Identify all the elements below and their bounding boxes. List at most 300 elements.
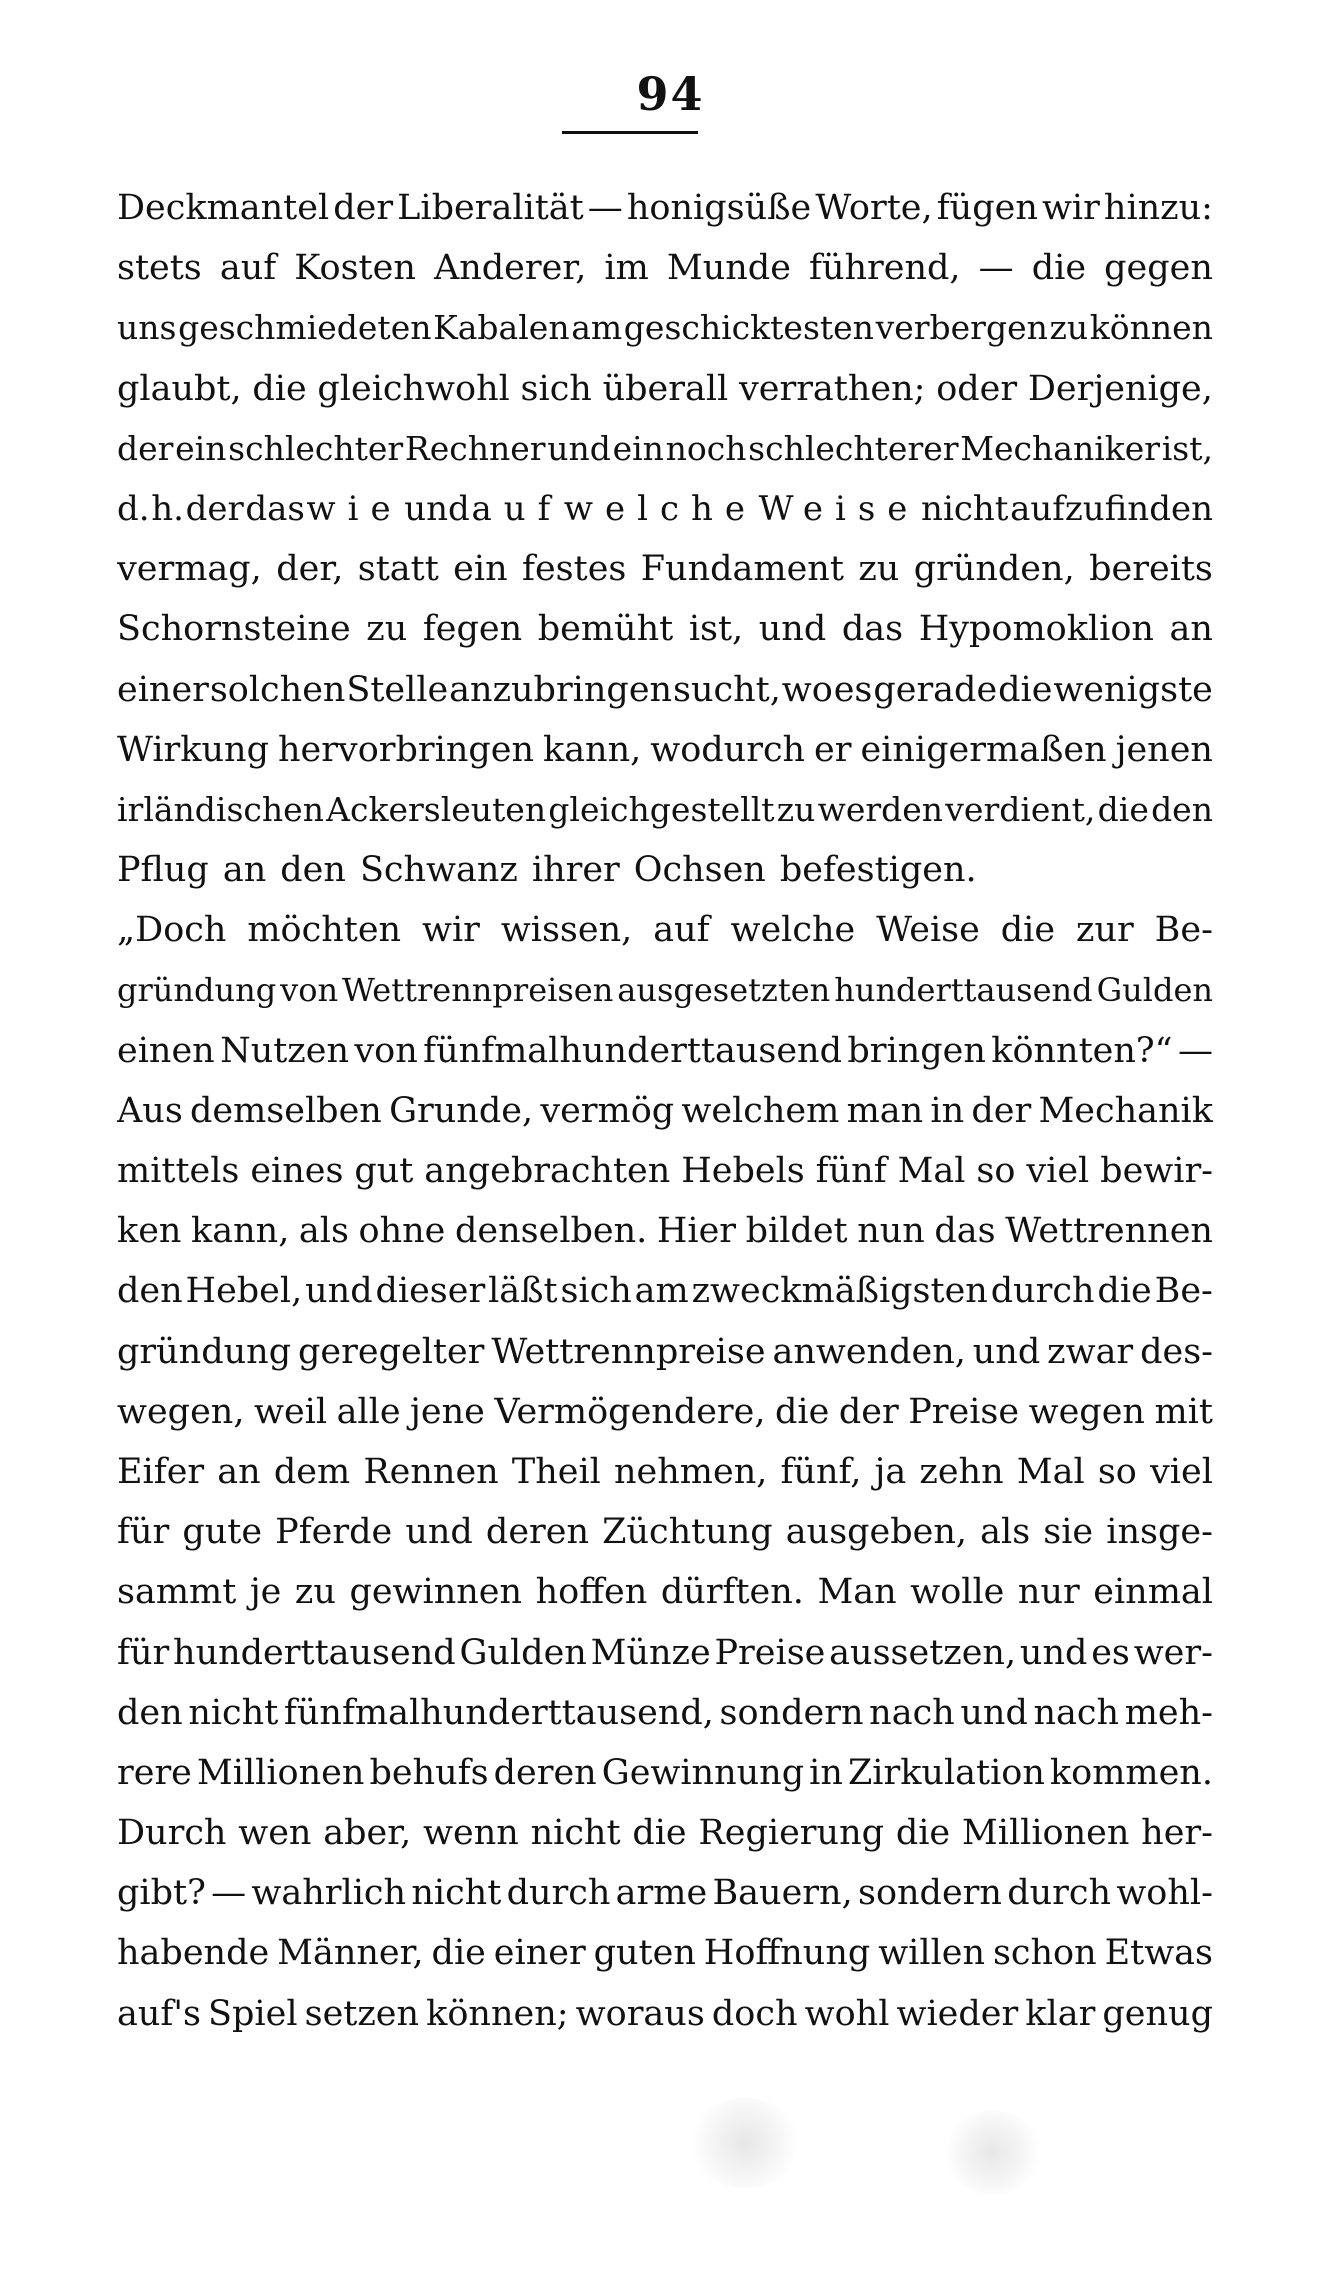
word: die [998, 669, 1053, 710]
word: befestigen. [779, 850, 977, 891]
word: der [333, 188, 394, 228]
text-line [117, 960, 1213, 1020]
word: es [1091, 1632, 1130, 1673]
word: an [217, 1451, 261, 1492]
word: Züchtung [602, 1512, 773, 1553]
word: ja [874, 1451, 907, 1492]
word: Be- [1154, 910, 1213, 951]
word: Mechaniker [960, 428, 1161, 468]
word: und [972, 1331, 1041, 1372]
word: geschmiedeten [178, 308, 432, 348]
word: arme [615, 1873, 708, 1914]
word: honigsüße [626, 188, 812, 228]
text-line [117, 539, 1213, 599]
word: ohne [358, 1211, 446, 1252]
word: welche [730, 910, 856, 951]
word: Grunde, [389, 1090, 534, 1131]
word: nicht [188, 1692, 279, 1733]
word: bereits [1089, 549, 1213, 590]
word: klar [1025, 1993, 1096, 2034]
word: Rennen [363, 1451, 499, 1492]
word: einer [493, 1933, 586, 1974]
word: als [298, 1211, 349, 1252]
word: ausgesetzten [617, 971, 831, 1010]
text-line [117, 1743, 1213, 1803]
word: Hypomoklion [918, 609, 1154, 650]
word: Millionen [196, 1752, 365, 1793]
word: der [117, 428, 174, 468]
word: uns [117, 308, 177, 348]
word: zu [366, 609, 408, 650]
word: als [980, 1512, 1031, 1553]
word: Hier [656, 1211, 737, 1252]
word: — [1177, 1030, 1213, 1071]
word: angebrachten [424, 1151, 671, 1191]
print-smudge [690, 2098, 800, 2188]
word: Theil [511, 1451, 601, 1492]
text-line [117, 479, 1213, 539]
word: wahrlich [251, 1873, 407, 1914]
word: Kabalen [433, 308, 570, 348]
word: Man [817, 1572, 897, 1613]
text-line [117, 1683, 1213, 1743]
word: nach [869, 1692, 955, 1733]
word: verrathen; [738, 368, 926, 409]
text-line [117, 419, 1213, 479]
word: ist, [688, 609, 744, 650]
word: bewir- [1100, 1151, 1213, 1191]
word: Vermögendere, [494, 1391, 766, 1432]
word: einen [117, 1030, 215, 1071]
word: wolle [910, 1572, 1005, 1613]
word: Preise [714, 1632, 826, 1673]
word: aber, [323, 1813, 412, 1854]
word: Millionen [961, 1813, 1130, 1854]
word: der [838, 1391, 899, 1432]
word: nehmen, [614, 1451, 768, 1492]
word: statt [357, 549, 439, 590]
word: Schornsteine [117, 609, 351, 650]
text-line [117, 1803, 1213, 1863]
word: und [547, 428, 611, 468]
word: Weise [758, 488, 920, 529]
word: fünfmalhunderttausend, [283, 1692, 714, 1733]
page-number: 94 [636, 67, 705, 121]
word: wer- [1133, 1632, 1213, 1673]
word: festes [522, 549, 627, 590]
text-line [117, 1382, 1213, 1442]
word: nicht [921, 488, 1009, 529]
word: nicht [530, 1813, 621, 1854]
word: irländischen [117, 789, 324, 829]
word: doch [711, 1993, 798, 2034]
word: auf [219, 248, 277, 289]
word: glaubt, [117, 368, 242, 409]
word: das [841, 609, 904, 650]
word: verdient, [945, 789, 1096, 829]
word: Gulden [459, 1632, 587, 1673]
word: Worte, [815, 188, 933, 228]
word: sondern [719, 1692, 864, 1733]
word: Männer, [277, 1933, 424, 1974]
word: man [846, 1090, 924, 1131]
word: nur [1017, 1572, 1080, 1613]
word: ken [117, 1211, 182, 1252]
word: alle [336, 1391, 401, 1432]
word: Wettrennpreise [491, 1331, 766, 1372]
word: Nutzen [220, 1030, 349, 1071]
text-line [117, 1261, 1213, 1321]
word: in [809, 1752, 843, 1793]
word: die [1097, 789, 1149, 829]
word: noch [665, 428, 747, 468]
word: auf [653, 910, 710, 951]
word: deren [493, 1752, 597, 1793]
word: und [960, 1692, 1028, 1733]
text-line [117, 1322, 1213, 1382]
word: schlechterer [748, 428, 959, 468]
word: an [222, 850, 267, 891]
word: wohl- [1116, 1873, 1213, 1914]
word: deren [485, 1512, 590, 1553]
word: den [1151, 789, 1213, 829]
word: Eifer [117, 1451, 205, 1492]
word: er [814, 729, 852, 770]
word: Spiel [208, 1993, 298, 2034]
text-line [117, 780, 1213, 840]
word: am [571, 308, 623, 348]
word: eines [250, 1151, 344, 1191]
word: die [775, 1391, 830, 1432]
word: gleichgestellt [548, 789, 775, 829]
text-line [117, 599, 1213, 659]
word: gründung [117, 971, 277, 1010]
word: d. [117, 488, 150, 529]
print-smudge [945, 2110, 1040, 2195]
word: führend, [809, 248, 961, 289]
text-line [117, 1984, 1213, 2044]
word: weil [253, 1391, 328, 1432]
word: die [431, 1933, 486, 1974]
word: das [934, 1211, 996, 1252]
word: ihrer [531, 850, 620, 891]
word: viel [1026, 1151, 1090, 1191]
word: Mal [897, 1151, 966, 1191]
text-line [117, 1502, 1213, 1562]
word: Weise [876, 910, 980, 951]
word: woraus [575, 1993, 705, 2034]
word: schon [992, 1933, 1097, 1974]
word: verbergen [875, 308, 1048, 348]
word: zehn [919, 1451, 1004, 1492]
word: mit [1154, 1391, 1213, 1432]
word: „Doch [117, 910, 227, 951]
word: und [1019, 1632, 1088, 1673]
word: so [1097, 1451, 1137, 1492]
word: Derjenige, [1027, 368, 1213, 409]
word: gewinnen [349, 1572, 523, 1613]
word: ist, [1161, 428, 1213, 468]
word: aufzufinden [1010, 488, 1213, 529]
word: — [211, 1873, 247, 1914]
word: und [758, 609, 827, 650]
word: bemüht [537, 609, 674, 650]
word: sich [520, 368, 592, 409]
word: Kosten [294, 248, 416, 289]
word: dem [273, 1451, 351, 1492]
word: könnten?“ [991, 1030, 1173, 1071]
text-line [117, 900, 1213, 960]
text-line [117, 1021, 1213, 1081]
word: bringen [847, 1030, 986, 1071]
word: Preise [908, 1391, 1020, 1432]
text-line [117, 660, 1213, 720]
word: setzen [304, 1993, 420, 2034]
word: wir [422, 910, 480, 951]
word: auf's [117, 1993, 201, 2034]
text-line [117, 1141, 1213, 1201]
word: zu [858, 549, 900, 590]
word: wir [1041, 188, 1100, 228]
word: Anderer, [433, 248, 587, 289]
word: gut [354, 1151, 414, 1191]
word: rere [117, 1752, 192, 1793]
word: einer [117, 669, 209, 710]
word: Hoffnung [703, 1933, 871, 1974]
word: gründen, [913, 549, 1075, 590]
word: durch [1007, 1873, 1112, 1914]
word: Pflug [117, 850, 209, 891]
text-line [117, 359, 1213, 419]
word: solchen [209, 669, 346, 710]
word: zweckmäßigsten [691, 1271, 988, 1312]
text-line [117, 1562, 1213, 1622]
word: wieder [896, 1993, 1019, 2034]
word: Regierung [698, 1813, 885, 1854]
text-line [117, 238, 1213, 298]
word: Zirkulation [847, 1752, 1045, 1793]
page-number-rule [562, 131, 698, 134]
word: wegen [1028, 1391, 1145, 1432]
word: für [117, 1512, 170, 1553]
word: Etwas [1104, 1933, 1213, 1974]
word: gerade [873, 669, 998, 710]
word: hervorbringen [277, 729, 535, 770]
word: von [280, 971, 339, 1010]
word: den [117, 1271, 183, 1312]
word: kann, [542, 729, 642, 770]
word: wodurch [650, 729, 806, 770]
word: zu [776, 789, 816, 829]
word: sie [1043, 1512, 1094, 1553]
word: ein [453, 549, 508, 590]
text-line [117, 178, 1213, 238]
word: wenn [423, 1813, 519, 1854]
word: nicht [411, 1873, 502, 1914]
word: den [280, 850, 346, 891]
word: ein [612, 428, 664, 468]
word: in [930, 1090, 965, 1131]
word: geschicktesten [623, 308, 874, 348]
word: jenen [1115, 729, 1213, 770]
text-line [117, 1201, 1213, 1261]
word: aussetzen, [829, 1632, 1017, 1673]
word: fegen [422, 609, 523, 650]
word: Mechanik [1038, 1090, 1213, 1131]
word: durch [506, 1873, 611, 1914]
word: hunderttausend [173, 1632, 456, 1673]
word: auf [471, 488, 563, 529]
word: läßt [488, 1271, 558, 1312]
word: die [1031, 248, 1087, 289]
word: Schwanz [359, 850, 518, 891]
word: nun [857, 1211, 925, 1252]
word: Deckmantel [117, 188, 330, 228]
word: kann, [191, 1211, 290, 1252]
word: h. [151, 488, 184, 529]
text-line [117, 1623, 1213, 1683]
word: die [895, 1813, 951, 1854]
word: überall [602, 368, 729, 409]
word: am [634, 1271, 689, 1312]
word: ein [175, 428, 227, 468]
word: Stelle [346, 669, 449, 710]
body-text [117, 178, 1213, 2044]
word: — [587, 188, 623, 228]
word: behufs [369, 1752, 489, 1793]
word: vermög [540, 1090, 675, 1131]
word: das [245, 488, 305, 529]
word: nach [1033, 1692, 1120, 1733]
word: der, [276, 549, 344, 590]
word: gleichwohl [317, 368, 510, 409]
word: einmal [1093, 1572, 1213, 1613]
word: meh- [1124, 1692, 1213, 1733]
word: im [604, 248, 649, 289]
word: wohl [804, 1993, 890, 2034]
word: gründung [117, 1331, 292, 1372]
word: zur [1076, 910, 1134, 951]
word: von [354, 1030, 418, 1071]
word: Be- [1154, 1271, 1213, 1312]
word: dürften. [660, 1572, 804, 1613]
word: fügen [936, 188, 1038, 228]
word: habende [117, 1933, 270, 1974]
word: dieser [375, 1271, 486, 1312]
word: wenigste [1053, 669, 1213, 710]
word: Mal [1016, 1451, 1085, 1492]
word: zwar [1047, 1331, 1134, 1372]
word: Fundament [640, 549, 844, 590]
text-line [117, 1081, 1213, 1141]
word: Aus [117, 1090, 183, 1131]
word: zu [1049, 308, 1089, 348]
word: die [1097, 1271, 1152, 1312]
word: den [117, 1692, 183, 1733]
word: genug [1102, 1993, 1213, 2034]
word: hunderttausend [834, 971, 1093, 1010]
word: bildet [745, 1211, 848, 1252]
word: schlechter [228, 428, 404, 468]
word: fünf [815, 1151, 887, 1191]
word: geregelter [298, 1331, 485, 1372]
word: des- [1140, 1331, 1213, 1372]
word: Hebels [681, 1151, 805, 1191]
word: so [976, 1151, 1016, 1191]
word: Pferde [275, 1512, 393, 1553]
word: wo [781, 669, 833, 710]
word: Durch [117, 1813, 227, 1854]
word: können; [426, 1993, 569, 2034]
text-line [117, 1442, 1213, 1502]
word: fünf, [780, 1451, 862, 1492]
word: Liberalität [397, 188, 584, 228]
word: Rechner [404, 428, 546, 468]
word: sondern [857, 1873, 1002, 1914]
word: stets [117, 248, 202, 289]
word: welche [563, 488, 758, 529]
word: wie [306, 488, 403, 529]
word: der [971, 1090, 1032, 1131]
word: Ackersleuten [326, 789, 547, 829]
word: werden [817, 789, 944, 829]
word: die [1000, 910, 1056, 951]
word: guten [593, 1933, 696, 1974]
word: her- [1141, 1813, 1213, 1854]
word: gibt? [117, 1873, 206, 1914]
word: sucht, [673, 669, 781, 710]
text-line [117, 1863, 1213, 1923]
word: die [632, 1813, 687, 1854]
word: insge- [1106, 1512, 1213, 1553]
word: wegen, [117, 1391, 245, 1432]
word: durch [990, 1271, 1095, 1312]
word: wen [238, 1813, 312, 1854]
word: welchem [681, 1090, 840, 1131]
word: je [249, 1572, 282, 1613]
word: anzubringen [449, 669, 673, 710]
word: Gewinnung [601, 1752, 805, 1793]
word: Munde [666, 248, 791, 289]
word: mittels [117, 1151, 240, 1191]
word: für [117, 1632, 170, 1673]
word: Ochsen [633, 850, 766, 891]
word: hinzu: [1103, 188, 1213, 228]
word: die [252, 368, 307, 409]
word: denselben. [454, 1211, 648, 1252]
word: zu [294, 1572, 336, 1613]
word: fünfmalhunderttausend [423, 1030, 842, 1071]
word: ausgeben, [785, 1512, 968, 1553]
word: Wettrennen [1005, 1211, 1213, 1252]
word: Wirkung [117, 729, 269, 770]
word: wissen, [500, 910, 633, 951]
word: Wettrennpreisen [342, 971, 614, 1010]
word: an [1169, 609, 1213, 650]
word: und [404, 488, 470, 529]
word: anwenden, [772, 1331, 966, 1372]
word: und [305, 1271, 373, 1312]
word: sich [560, 1271, 632, 1312]
word: und [405, 1512, 473, 1553]
word: — [978, 248, 1014, 289]
text-line [117, 1923, 1213, 1983]
word: gute [182, 1512, 263, 1553]
text-line [117, 720, 1213, 780]
word: können [1089, 308, 1213, 348]
word: vermag, [117, 549, 262, 590]
word: demselben [190, 1090, 382, 1131]
